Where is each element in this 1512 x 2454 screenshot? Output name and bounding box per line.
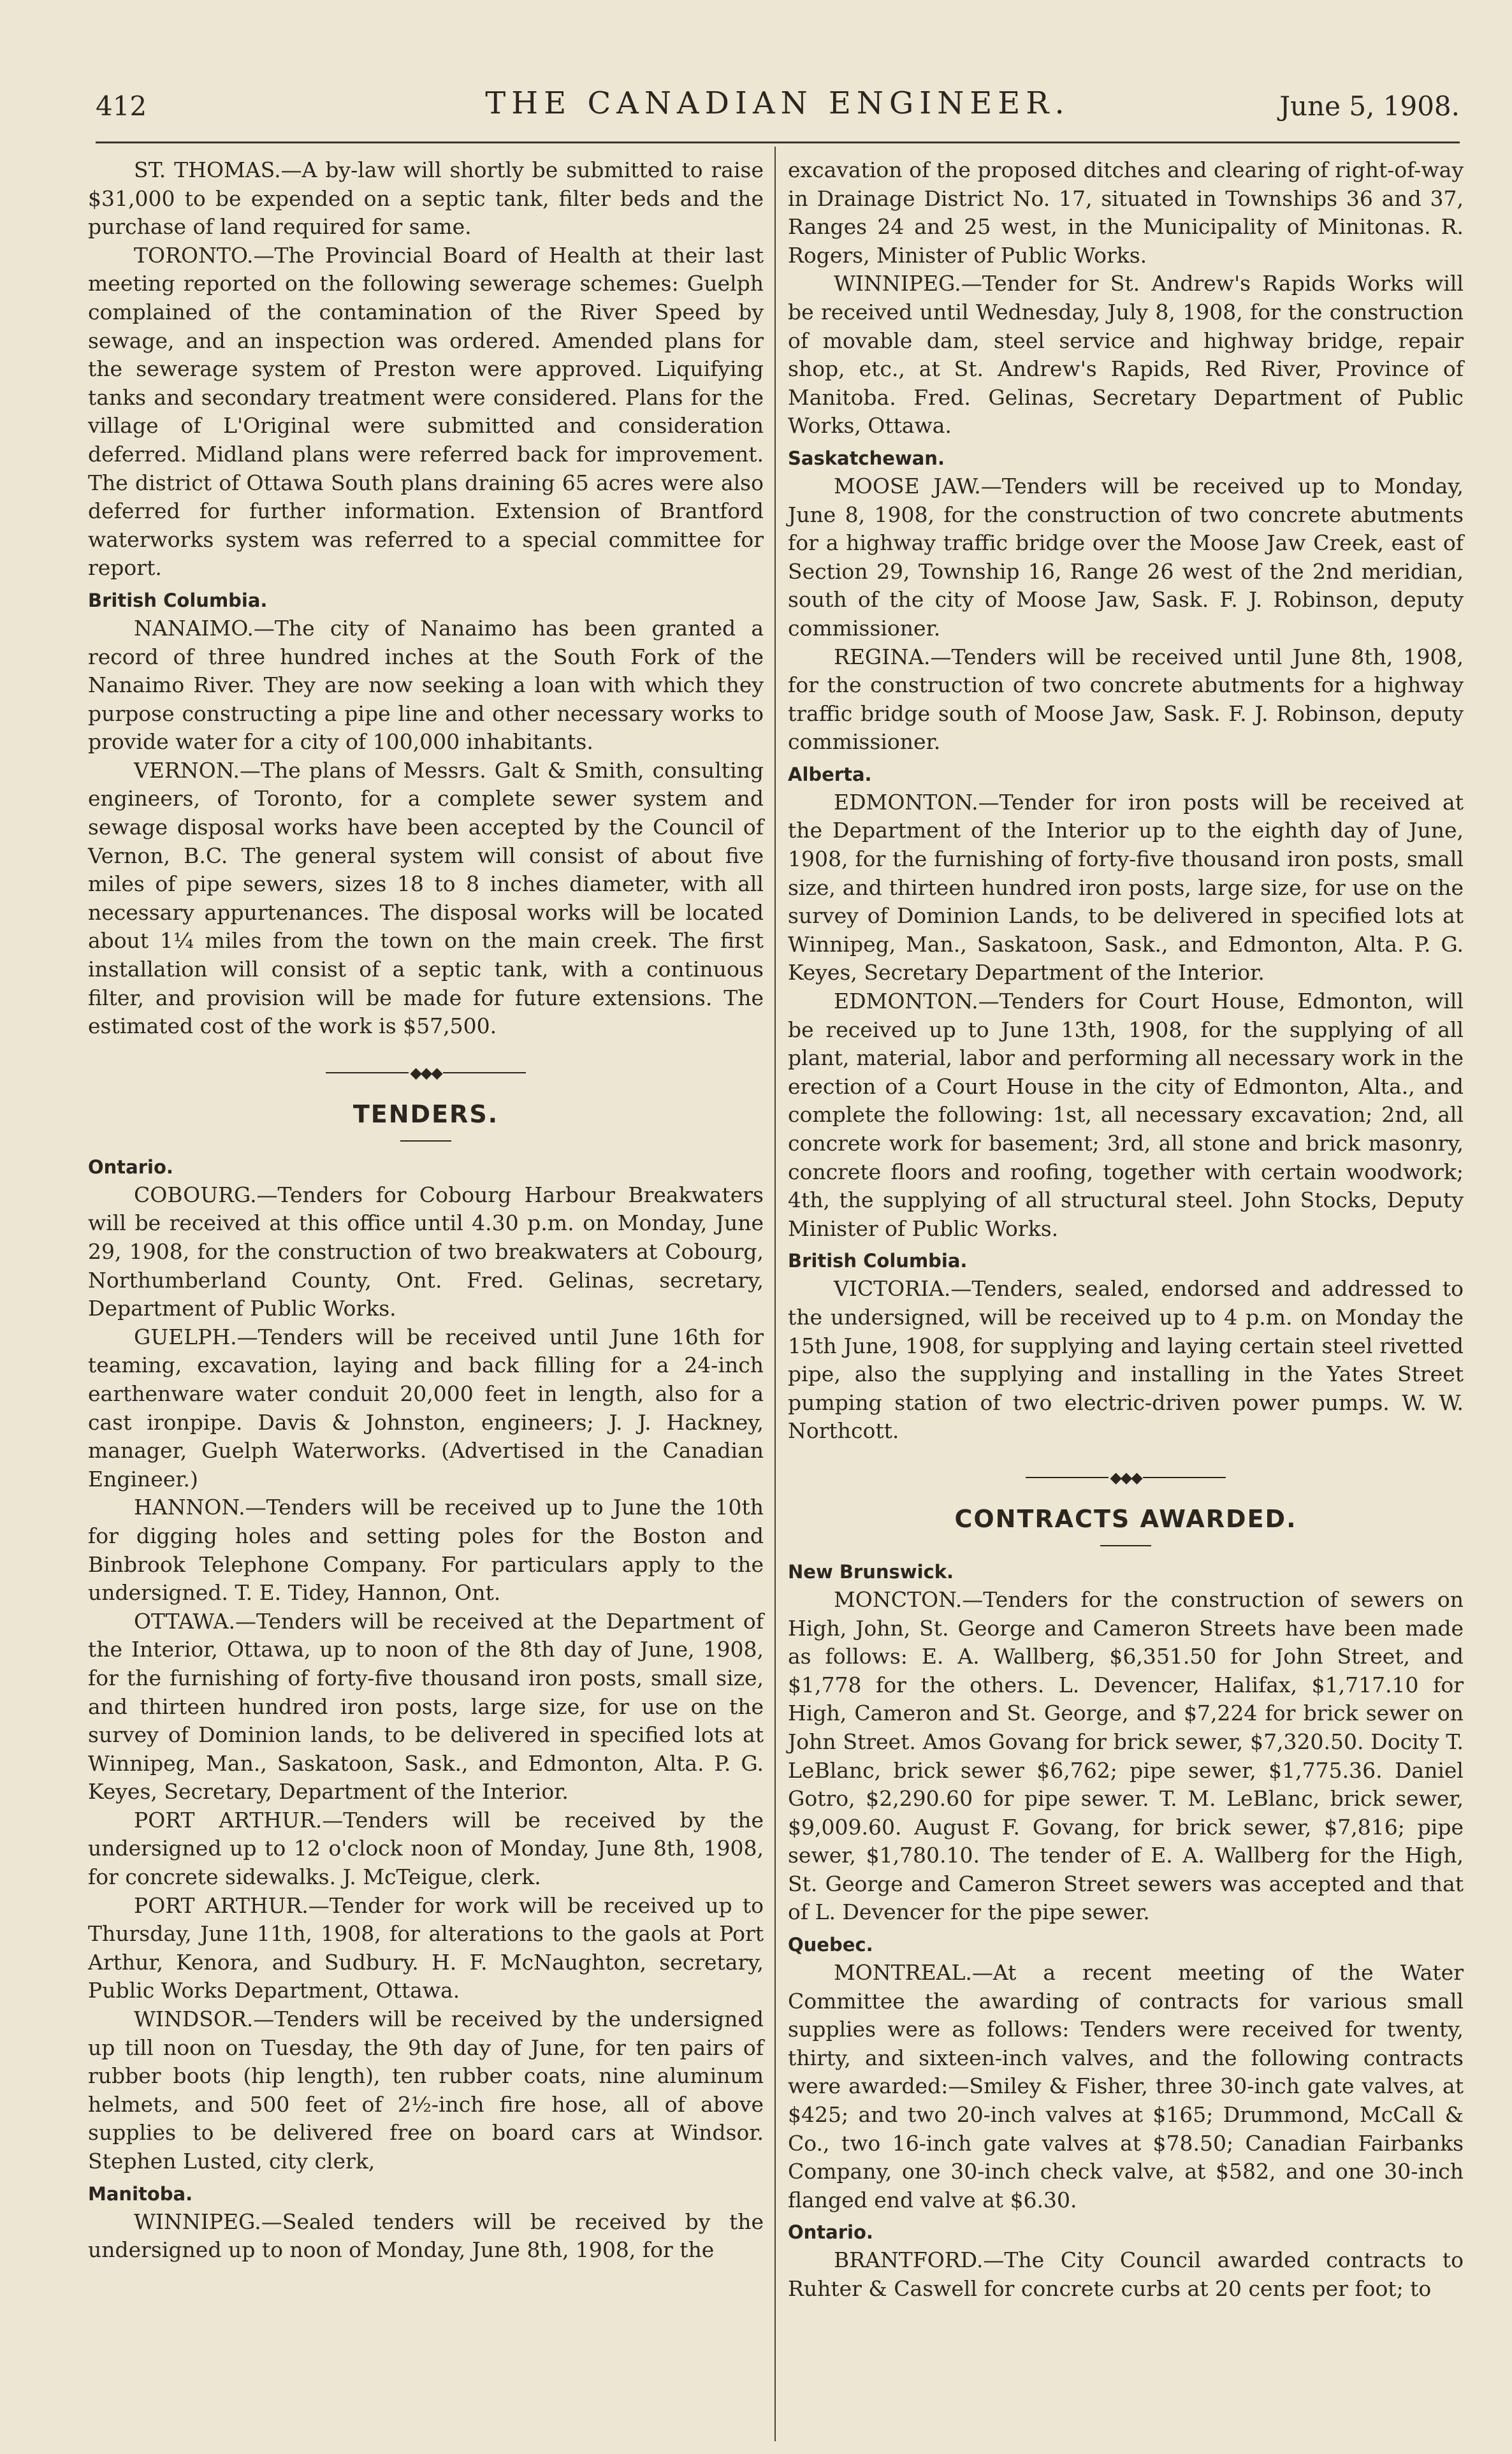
item-port-arthur-2: PORT ARTHUR.—Tender for work will be received up to Thursday, June 11th, 1908, for alterations to the gaols at Port Arthur, Kenora, and Sudbury. H. F. McNaughton, secretary, Public Works Department, Ottawa. <box>88 1892 764 2003</box>
ornament-line <box>326 1072 409 1073</box>
subhead-ontario: Ontario. <box>88 1156 173 1178</box>
item-edmonton-posts: EDMONTON.—Tender for iron posts will be received at the Department of the Interior up to the eighth day of June, 1908, for the furnishing of forty-five thousand iron posts, small size, and thirteen hundred iron posts, large size, for use on the survey of Dominion Lands, to be delivered in specified lots at Winnipeg, Man., Saskatoon, Sask., and Edmonton, Alta. P. G. Keyes, Secretary Department of the Interior. <box>788 789 1464 985</box>
subhead-ontario: Ontario. <box>788 2221 873 2244</box>
column-divider <box>774 147 776 2441</box>
heading-rule <box>400 1140 451 1142</box>
subhead-new-brunswick: New Brunswick. <box>788 1560 954 1583</box>
ornament-line <box>1026 1477 1109 1478</box>
heading-rule <box>1100 1545 1151 1546</box>
journal-title: THE CANADIAN ENGINEER. <box>485 85 1070 121</box>
subhead-manitoba: Manitoba. <box>88 2182 193 2205</box>
section-ornament <box>788 1452 1464 1503</box>
item-vernon: VERNON.—The plans of Messrs. Galt & Smith, consulting engineers, of Toronto, for a complete sewer system and sewage disposal works have been accepted by the Council of Vernon, B.C. The general system will consist of about five miles of pipe sewers, sizes 18 to 8 inches diameter, with all necessary appurtenances. The disposal works will be located about 1¼ miles from the town on the main creek. The first installation will consist of a septic tank, with a continuous filter, and provision will be made for future extensions. The estimated cost of the work is $57,500. <box>88 757 764 1039</box>
header-rule <box>96 142 1460 143</box>
item-edmonton-court-house: EDMONTON.—Tenders for Court House, Edmonton, will be received up to June 13th, 1908, for the supplying of all plant, material, labor and performing all necessary work in the erection of a Court House in the city of Edmonton, Alta., and complete the following: 1st, all necessary excavation; 2nd, all concrete work for basement; 3rd, all stone and brick masonry, concrete floors and roofing, together with certain woodwork; 4th, the supplying of all structural steel. John Stocks, Deputy Minister of Public Works. <box>788 989 1464 1241</box>
tenders-heading: TENDERS. <box>353 1100 499 1128</box>
item-port-arthur-1: PORT ARTHUR.—Tenders will be received by the undersigned up to 12 o'clock noon of Monday, June 8th, 1908, for concrete sidewalks. J. McTeigue, clerk. <box>88 1807 764 1890</box>
page-header <box>96 83 1460 127</box>
item-guelph: GUELPH.—Tenders will be received until June 16th for teaming, excavation, laying and back filling for a 24-inch earthenware water conduit 20,000 feet in length, also for a cast ironpipe. Davis & Johnston, engineers; J. J. Hackney, manager, Guelph Waterworks. (Advertised in the Canadian Engineer.) <box>88 1324 764 1492</box>
item-moncton: MONCTON.—Tenders for the construction of sewers on High, John, St. George and Cameron Streets have been made as follows: E. A. Wallberg, $6,351.50 for John Street, and $1,778 for the others. L. Devencer, Halifax, $1,717.10 for High, Cameron and St. George, and $7,224 for brick sewer on John Street. Amos Govang for brick sewer, $7,320.50. Docity T. LeBlanc, brick sewer $6,762; pipe sewer, $1,775.36. Daniel Gotro, $2,290.60 for pipe sewer. T. M. LeBlanc, brick sewer, $9,009.60. August F. Govang, for brick sewer, $7,816; pipe sewer, $1,780.10. The tender of E. A. Wallberg for the High, St. George and Cameron Street sewers was accepted and that of L. Devencer for the pipe sewer. <box>788 1586 1464 1925</box>
contracts-awarded-heading: CONTRACTS AWARDED. <box>954 1504 1297 1533</box>
ornament-diamonds: ◆◆◆ <box>410 1063 442 1082</box>
item-regina: REGINA.—Tenders will be received until June 8th, 1908, for the construction of two concrete abutments for a highway traffic bridge south of Moose Jaw, Sask. F. J. Robinson, deputy commissioner. <box>788 644 1464 755</box>
ornament-line <box>1143 1477 1226 1478</box>
item-cobourg: COBOURG.—Tenders for Cobourg Harbour Breakwaters will be received at this office until 4.30 p.m. on Monday, June 29, 1908, for the construction of two breakwaters at Cobourg, Northumberland County, Ont. Fred. Gelinas, secretary, Department of Public Works. <box>88 1182 764 1321</box>
subhead-alberta: Alberta. <box>788 763 872 785</box>
item-moose-jaw: MOOSE JAW.—Tenders will be received up to Monday, June 8, 1908, for the construction of two concrete abutments for a highway traffic bridge over the Moose Jaw Creek, east of Section 29, Township 16, Range 26 west of the 2nd meridian, south of the city of Moose Jaw, Sask. F. J. Robinson, deputy commissioner. <box>788 473 1464 641</box>
page-number: 412 <box>96 91 147 122</box>
item-brantford: BRANTFORD.—The City Council awarded contracts to Ruhter & Caswell for concrete curbs at 20 cents per foot; to <box>788 2247 1464 2301</box>
item-ottawa: OTTAWA.—Tenders will be received at the Department of the Interior, Ottawa, up to noon of the 8th day of June, 1908, for the furnishing of forty-five thousand iron posts, small size, and thirteen hundred iron posts, large size, for use on the survey of Dominion lands, to be delivered in specified lots at Winnipeg, Man., Saskatoon, Sask., and Edmonton, Alta. P. G. Keyes, Secretary, Department of the Interior. <box>88 1608 764 1804</box>
item-toronto: TORONTO.—The Provincial Board of Health at their last meeting reported on the following sewerage schemes: Guelph complained of the contamination of the River Speed by sewage, and an inspection was ordered. Amended plans for the sewerage system of Preston were approved. Liquifying tanks and secondary treatment were considered. Plans for the village of L'Original were submitted and consideration deferred. Midland plans were referred back for improvement. The district of Ottawa South plans draining 65 acres were also deferred for further information. Extension of Brantford waterworks system was referred to a special committee for report. <box>88 242 764 581</box>
item-winnipeg-st-andrews: WINNIPEG.—Tender for St. Andrew's Rapids Works will be received until Wednesday, July 8, 1908, for the construction of movable dam, steel service and highway bridge, repair shop, etc., at St. Andrew's Rapids, Red River, Province of Manitoba. Fred. Gelinas, Secretary Department of Public Works, Ottawa. <box>788 271 1464 439</box>
right-column <box>788 156 1464 2304</box>
subhead-british-columbia: British Columbia. <box>88 589 268 611</box>
item-nanaimo: NANAIMO.—The city of Nanaimo has been granted a record of three hundred inches at the South Fork of the Nanaimo River. They are now seeking a loan with which they purpose constructing a pipe line and other necessary works to provide water for a city of 100,000 inhabitants. <box>88 615 764 755</box>
left-column <box>88 156 764 2265</box>
subhead-quebec: Quebec. <box>788 1934 873 1956</box>
item-victoria: VICTORIA.—Tenders, sealed, endorsed and addressed to the undersigned, will be received up to 4 p.m. on Monday the 15th June, 1908, for supplying and laying certain steel rivetted pipe, also the supplying and installing in the Yates Street pumping station of two electric-driven power pumps. W. W. Northcott. <box>788 1276 1464 1444</box>
section-ornament <box>88 1047 764 1098</box>
item-st-thomas: ST. THOMAS.—A by-law will shortly be submitted to raise $31,000 to be expended on a septic tank, filter beds and the purchase of land required for same. <box>88 157 764 240</box>
ornament-diamonds: ◆◆◆ <box>1110 1468 1142 1486</box>
item-hannon: HANNON.—Tenders will be received up to June the 10th for digging holes and setting poles for the Boston and Binbrook Telephone Company. For particulars apply to the undersigned. T. E. Tidey, Hannon, Ont. <box>88 1495 764 1606</box>
subhead-saskatchewan: Saskatchewan. <box>788 447 945 469</box>
ornament-line <box>443 1072 526 1073</box>
item-winnipeg: WINNIPEG.—Sealed tenders will be received by the undersigned up to noon of Monday, June 8th, 1908, for the <box>88 2209 764 2263</box>
item-montreal: MONTREAL.—At a recent meeting of the Water Committee the awarding of contracts for various small supplies were as follows: Tenders were received for twenty, thirty, and sixteen-inch valves, and the following contracts were awarded:—Smiley & Fisher, three 30-inch gate valves, at $425; and two 20-inch valves at $165; Drummond, McCall & Co., two 16-inch gate valves at $78.50; Canadian Fairbanks Company, one 30-inch check valve, at $582, and one 30-inch flanged end valve at $6.30. <box>788 1960 1464 2212</box>
issue-date: June 5, 1908. <box>1279 91 1460 122</box>
subhead-british-columbia: British Columbia. <box>788 1250 968 1272</box>
item-windsor: WINDSOR.—Tenders will be received by the undersigned up till noon on Tuesday, the 9th day of June, for ten pairs of rubber boots (hip length), ten rubber coats, nine aluminum helmets, and 500 feet of 2½-inch fire hose, all of above supplies to be delivered free on board cars at Windsor. Stephen Lusted, city clerk, <box>88 2007 764 2174</box>
item-winnipeg-continued: excavation of the proposed ditches and clearing of right-of-way in Drainage District No. 17, situated in Townships 36 and 37, Ranges 24 and 25 west, in the Municipality of Minitonas. R. Rogers, Minister of Public Works. <box>788 157 1464 268</box>
